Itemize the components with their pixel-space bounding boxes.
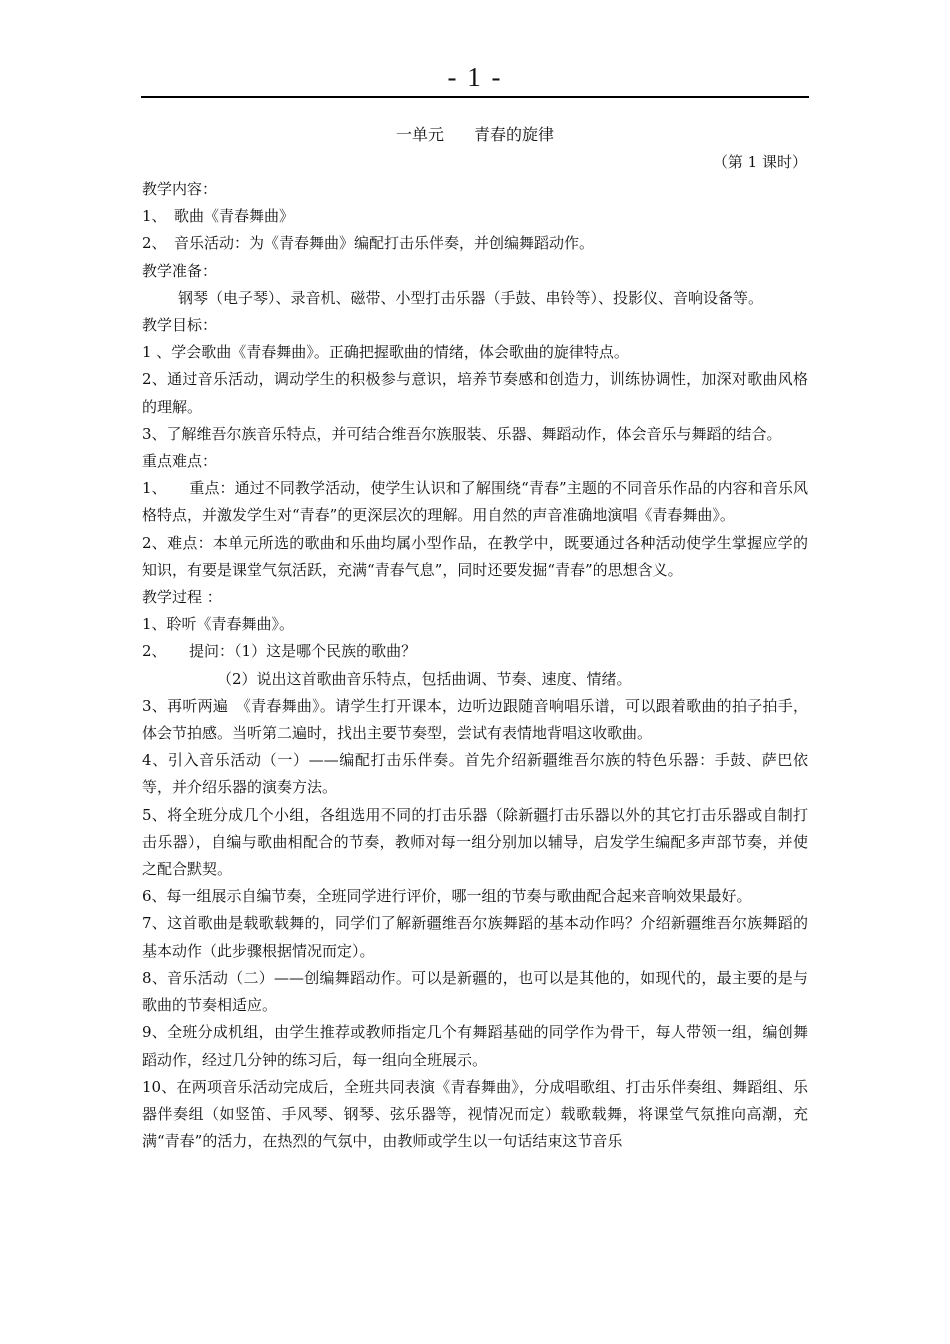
- process-step: 1、聆听《青春舞曲》。: [142, 615, 295, 634]
- process-step: 10、在两项音乐活动完成后，全班共同表演《青春舞曲》，分成唱歌组、打击乐伴奏组、舞蹈组、乐器伴奏组（如竖笛、手风琴、钢琴、弦乐器等，视情况而定）载歌载舞，将课堂气氛推向高潮，充满“青春”的活力，在热烈的气氛中，由教师或学生以一句话结束这节音乐: [142, 1077, 808, 1151]
- process-step: 6、每一组展示自编节奏，全班同学进行评价，哪一组的节奏与歌曲配合起来音响效果最好。: [142, 887, 752, 906]
- key-point-item: 2、难点：本单元所选的歌曲和乐曲均属小型作品，在教学中，既要通过各种活动使学生掌握应学的知识，有要是课堂气氛活跃，充满“青春气息”，同时还要发掘“青春”的思想含义。: [142, 533, 808, 579]
- goal-item: 2、通过音乐活动，调动学生的积极参与意识，培养节奏感和创造力，训练协调性，加深对歌曲风格的理解。: [142, 370, 808, 416]
- content-item: 1、 歌曲《青春舞曲》: [142, 207, 295, 226]
- process-step: 5、将全班分成几个小组，各组选用不同的打击乐器（除新疆打击乐器以外的其它打击乐器或自制打击乐器），自编与歌曲相配合的节奏，教师对每一组分别加以辅导，启发学生编配多声部节奏，并使之配合默契。: [142, 805, 808, 879]
- section-heading-content: 教学内容：: [142, 180, 218, 198]
- document-body: [142, 176, 808, 1155]
- section-heading-goals: 教学目标：: [142, 316, 218, 335]
- unit-label: 一单元: [395, 125, 444, 144]
- section-heading-preparation: 教学准备：: [142, 261, 218, 280]
- goal-item: 3、了解维吾尔族音乐特点，并可结合维吾尔族服装、乐器、舞蹈动作，体会音乐与舞蹈的结合。: [142, 424, 782, 443]
- page-number: - 1 -: [447, 62, 503, 92]
- section-heading-process: 教学过程 ：: [142, 588, 222, 607]
- process-step: 3、再听两遍 《青春舞曲》。请学生打开课本，边听边跟随音响唱乐谱，可以跟着歌曲的拍子拍手，体会节拍感。当听第二遍时，找出主要节奏型，尝试有表情地背唱这收歌曲。: [142, 696, 808, 743]
- process-step: 9、全班分成机组，由学生推荐或教师指定几个有舞蹈基础的同学作为骨干，每人带领一组，编创舞蹈动作，经过几分钟的练习后，每一组向全班展示。: [142, 1023, 808, 1069]
- process-step: 2、 提问：（1）这是哪个民族的歌曲？: [142, 642, 417, 661]
- process-substep: （2）说出这首歌曲音乐特点，包括曲调、节奏、速度、情绪。: [217, 669, 632, 688]
- key-point-item: 1、 重点：通过不同教学活动，使学生认识和了解围绕“青春”主题的不同音乐作品的内容和音乐风格特点，并激发学生对“青春”的更深层次的理解。用自然的声音准确地演唱《青春舞曲》。: [142, 479, 808, 525]
- goal-item: 1 、学会歌曲《青春舞曲》。正确把握歌曲的情绪，体会歌曲的旋律特点。: [142, 343, 629, 362]
- process-step: 4、引入音乐活动（一）——编配打击乐伴奏。首先介绍新疆维吾尔族的特色乐器：手鼓、萨巴依等，并介绍乐器的演奏方法。: [142, 751, 808, 797]
- section-heading-key-points: 重点难点：: [142, 452, 218, 471]
- lesson-number: （第 1 课时）: [712, 153, 807, 171]
- preparation-text: 钢琴（电子琴）、录音机、磁带、小型打击乐器（手鼓、串铃等）、投影仪、音响设备等。: [178, 288, 764, 307]
- header-rule: [141, 96, 809, 98]
- process-step: 7、这首歌曲是载歌载舞的，同学们了解新疆维吾尔族舞蹈的基本动作吗？介绍新疆维吾尔族舞蹈的基本动作（此步骤根据情况而定）。: [142, 914, 808, 960]
- unit-name: 青春的旋律: [474, 125, 555, 144]
- unit-title: [0, 122, 950, 145]
- process-step: 8、音乐活动（二）——创编舞蹈动作。可以是新疆的，也可以是其他的，如现代的，最主要的是与歌曲的节奏相适应。: [142, 968, 808, 1015]
- content-item: 2、 音乐活动：为《青春舞曲》编配打击乐伴奏，并创编舞蹈动作。: [142, 234, 595, 253]
